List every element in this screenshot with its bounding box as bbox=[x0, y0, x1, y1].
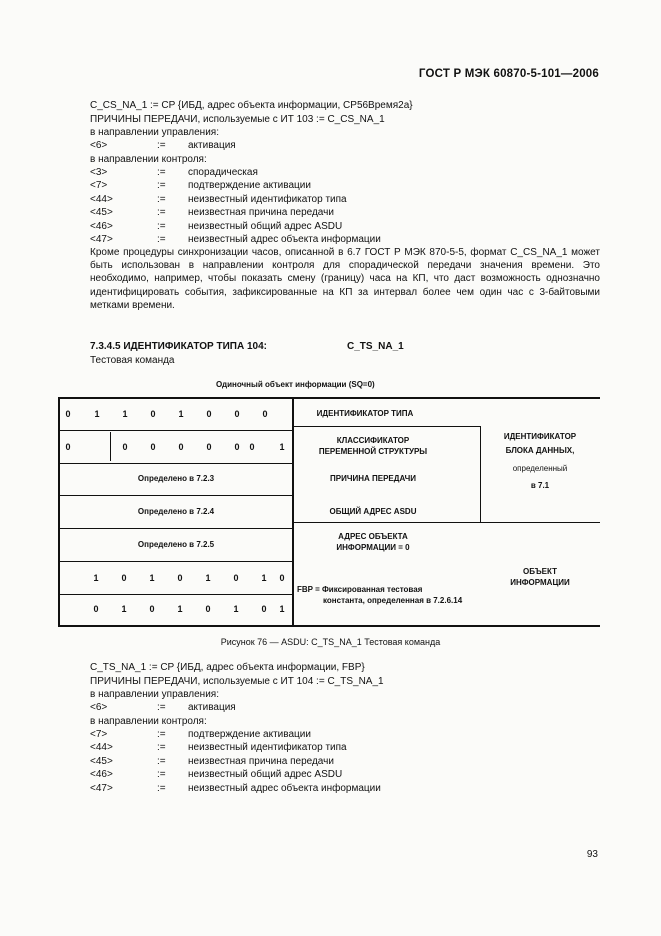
document-header: ГОСТ Р МЭК 60870-5-101—2006 bbox=[418, 68, 599, 80]
cause-code: <46> bbox=[90, 220, 113, 232]
fbp-label-line2: константа, определенная в 7.2.6.14 bbox=[323, 596, 463, 605]
assign-sign: := bbox=[157, 782, 166, 794]
cause-text: неизвестный общий адрес ASDU bbox=[188, 769, 343, 781]
cause-code: <44> bbox=[90, 193, 113, 205]
cause-code: <47> bbox=[90, 782, 113, 794]
bit-cell: 1 bbox=[122, 409, 128, 419]
cause-text: неизвестный адрес объекта информации bbox=[188, 234, 381, 245]
bit-cell: 0 bbox=[205, 604, 211, 614]
bit-cell: 1 bbox=[261, 573, 267, 583]
cause-code: <45> bbox=[90, 207, 113, 219]
cause-code: <6> bbox=[90, 140, 108, 151]
bit-cell: 0 bbox=[262, 409, 268, 419]
bit-cell: 0 bbox=[249, 442, 255, 452]
bit-cell: 0 bbox=[279, 573, 285, 583]
cause-text: неизвестная причина передачи bbox=[188, 207, 334, 219]
data-unit-id-group-line3: определенный bbox=[512, 464, 568, 473]
control-direction-label: в направлении управления: bbox=[90, 127, 219, 138]
section-title: 7.3.4.5 ИДЕНТИФИКАТОР ТИПА 104: bbox=[90, 341, 267, 352]
ioa-label-line2: ИНФОРМАЦИИ = 0 bbox=[336, 543, 410, 552]
cause-text: неизвестный идентификатор типа bbox=[188, 742, 347, 754]
monitor-items-list bbox=[90, 166, 490, 248]
bit-cell: 0 bbox=[65, 442, 71, 452]
bit-cell: 1 bbox=[205, 573, 211, 583]
control-item-row bbox=[90, 139, 490, 153]
monitor-items-list bbox=[90, 728, 490, 796]
cause-code: <47> bbox=[90, 234, 113, 245]
monitor-direction-label: в направлении контроля: bbox=[90, 716, 207, 727]
bit-cell: 1 bbox=[177, 604, 183, 614]
assign-sign: := bbox=[157, 140, 166, 151]
bit-cell: 0 bbox=[93, 604, 99, 614]
assign-sign: := bbox=[157, 220, 166, 232]
row-divider bbox=[58, 463, 294, 464]
cause-text: активация bbox=[188, 702, 236, 713]
body-paragraph: Кроме процедуры синхронизации часов, описанной в 6.7 ГОСТ Р МЭК 870-5-5, формат C_CS_NA_1 может быть использован в направлении контроля для спорадической передачи значения времени. Это необходимо, например, чтобы показать смену (границу) часа на КП, что даст возможность однозначно идентифицировать события, зафиксированные на КП за интервал более чем один час с 3-байтовыми метками времени. bbox=[90, 247, 600, 311]
row-divider bbox=[58, 430, 294, 431]
info-object-group-line2: ИНФОРМАЦИИ bbox=[510, 578, 570, 587]
bit-cell: 1 bbox=[233, 604, 239, 614]
figure-caption: Рисунок 76 — ASDU: C_TS_NA_1 Тестовая команда bbox=[220, 637, 441, 647]
diagram-border-bottom bbox=[58, 625, 600, 627]
row-divider bbox=[58, 495, 294, 496]
cause-code: <45> bbox=[90, 755, 113, 767]
monitor-direction-label: в направлении контроля: bbox=[90, 154, 207, 165]
data-unit-id-group-line1: ИДЕНТИФИКАТОР bbox=[503, 432, 577, 441]
data-unit-id-group-line2: БЛОКА ДАННЫХ, bbox=[505, 446, 575, 455]
cause-text: подтверждение активации bbox=[188, 729, 311, 740]
diagram-border-right bbox=[292, 397, 294, 627]
page-number: 93 bbox=[586, 849, 598, 860]
section-subtitle: Тестовая команда bbox=[90, 355, 175, 366]
causes-header-104: ПРИЧИНЫ ПЕРЕДАЧИ, используемые с ИТ 104 := C_TS_NA_1 bbox=[90, 676, 384, 687]
diagram-border-top bbox=[58, 397, 600, 399]
vsq-label-line2: ПЕРЕМЕННОЙ СТРУКТУРЫ bbox=[318, 447, 428, 456]
asdu-address-reference: Определено в 7.2.4 bbox=[137, 507, 215, 516]
bit-cell: 0 bbox=[233, 573, 239, 583]
assign-sign: := bbox=[157, 167, 166, 178]
bit-cell: 0 bbox=[206, 409, 212, 419]
cot-label: ПРИЧИНА ПЕРЕДАЧИ bbox=[330, 474, 416, 483]
bit-cell: 0 bbox=[150, 442, 156, 452]
bit-cell: 1 bbox=[279, 604, 285, 614]
assign-sign: := bbox=[157, 755, 166, 767]
row-divider bbox=[58, 561, 294, 562]
bit-cell: 0 bbox=[122, 442, 128, 452]
control-direction-label: в направлении управления: bbox=[90, 689, 219, 700]
diagram-title: Одиночный объект информации (SQ=0) bbox=[216, 380, 375, 389]
info-object-group-line1: ОБЪЕКТ bbox=[523, 567, 557, 576]
bit-cell: 0 bbox=[149, 604, 155, 614]
cause-code: <6> bbox=[90, 702, 108, 713]
row-divider bbox=[58, 594, 294, 595]
assign-sign: := bbox=[157, 702, 166, 713]
asdu-definition-103: C_CS_NA_1 := CP {ИБД, адрес объекта информации, CP56Время2a} bbox=[90, 100, 413, 111]
assign-sign: := bbox=[157, 180, 166, 192]
bit-cell: 1 bbox=[121, 604, 127, 614]
cause-code: <46> bbox=[90, 769, 113, 781]
cot-reference: Определено в 7.2.3 bbox=[137, 474, 215, 483]
bit-cell: 0 bbox=[121, 573, 127, 583]
bit-cell: 0 bbox=[234, 409, 240, 419]
bit-cell: 0 bbox=[177, 573, 183, 583]
type-id-label: ИДЕНТИФИКАТОР ТИПА bbox=[316, 409, 414, 418]
cause-text: активация bbox=[188, 140, 236, 151]
cause-code: <44> bbox=[90, 742, 113, 754]
ioa-reference: Определено в 7.2.5 bbox=[137, 540, 215, 549]
bit-cell: 1 bbox=[149, 573, 155, 583]
ioa-label-line1: АДРЕС ОБЪЕКТА bbox=[338, 532, 408, 541]
bit-cell: 1 bbox=[279, 442, 285, 452]
bit-cell: 1 bbox=[93, 573, 99, 583]
fbp-label-line1: FBP = Фиксированная тестовая bbox=[297, 585, 423, 594]
causes-header-103: ПРИЧИНЫ ПЕРЕДАЧИ, используемые с ИТ 103 := C_CS_NA_1 bbox=[90, 114, 385, 125]
cause-text: подтверждение активации bbox=[188, 180, 311, 192]
group-divider-horizontal bbox=[294, 522, 600, 523]
cause-code: <7> bbox=[90, 729, 108, 740]
data-unit-id-group-line4: в 7.1 bbox=[530, 481, 550, 490]
bit-cell: 0 bbox=[150, 409, 156, 419]
cause-text: неизвестная причина передачи bbox=[188, 755, 334, 767]
section-type-code: C_TS_NA_1 bbox=[347, 341, 404, 352]
bit-cell: 0 bbox=[234, 442, 240, 452]
label-divider bbox=[294, 426, 480, 427]
bit-cell: 0 bbox=[65, 409, 71, 419]
bit-cell: 0 bbox=[178, 442, 184, 452]
cause-text: спорадическая bbox=[188, 167, 258, 178]
vsq-label-line1: КЛАССИФИКАТОР bbox=[336, 436, 410, 445]
bit-cell: 1 bbox=[178, 409, 184, 419]
assign-sign: := bbox=[157, 207, 166, 219]
assign-sign: := bbox=[157, 742, 166, 754]
cause-text: неизвестный общий адрес ASDU bbox=[188, 220, 343, 232]
row-divider bbox=[58, 528, 294, 529]
common-address-label: ОБЩИЙ АДРЕС ASDU bbox=[329, 507, 417, 516]
asdu-definition-104: C_TS_NA_1 := CP {ИБД, адрес объекта информации, FBP} bbox=[90, 662, 365, 673]
bit-cell: 1 bbox=[94, 409, 100, 419]
assign-sign: := bbox=[157, 193, 166, 205]
assign-sign: := bbox=[157, 769, 166, 781]
bit-cell: 0 bbox=[206, 442, 212, 452]
assign-sign: := bbox=[157, 234, 166, 245]
assign-sign: := bbox=[157, 729, 166, 740]
sq-bit-separator bbox=[110, 432, 111, 461]
bit-cell: 0 bbox=[261, 604, 267, 614]
cause-code: <7> bbox=[90, 180, 108, 192]
cause-text: неизвестный адрес объекта информации bbox=[188, 782, 381, 794]
cause-text: неизвестный идентификатор типа bbox=[188, 193, 347, 205]
control-item-row bbox=[90, 701, 490, 715]
cause-code: <3> bbox=[90, 167, 108, 178]
